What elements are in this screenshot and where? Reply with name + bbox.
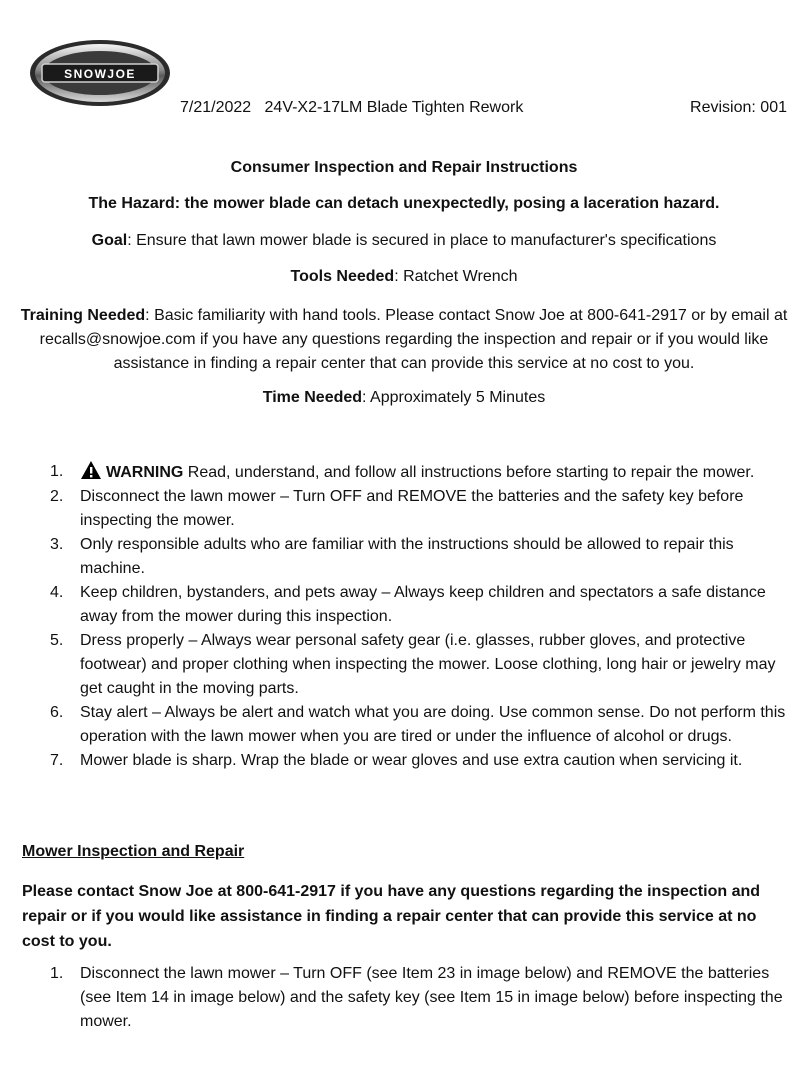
list-item: 4. Keep children, bystanders, and pets away – Always keep children and spectators a safe distance away from the mower during this inspection. xyxy=(50,584,766,625)
section-title: Mower Inspection and Repair xyxy=(22,843,245,860)
repair-steps-list xyxy=(0,962,808,1034)
list-item: 3. Only responsible adults who are familiar with the instructions should be allowed to repair this machine. xyxy=(50,536,734,577)
document-title: Consumer Inspection and Repair Instructions xyxy=(230,159,578,176)
snowjoe-logo xyxy=(28,38,172,108)
goal-line: Goal: Ensure that lawn mower blade is secured in place to manufacturer's specifications xyxy=(91,232,717,249)
warning-triangle-icon xyxy=(80,460,102,480)
list-item: 1. Disconnect the lawn mower – Turn OFF (see Item 23 in image below) and REMOVE the batteries (see Item 14 in image below) and the safety key (see Item 15 in image below) before inspecting the mower. xyxy=(50,965,783,1030)
header-revision: Revision: 001 xyxy=(690,99,787,116)
tools-line: Tools Needed: Ratchet Wrench xyxy=(290,268,518,285)
safety-list xyxy=(0,460,808,773)
list-item: 1. WARNING Read, understand, and follow all instructions before starting to repair the mower. xyxy=(0,460,808,485)
training-paragraph: Training Needed: Basic familiarity with hand tools. Please contact Snow Joe at 800-641-2917 or by email at recalls@snowjoe.com if you have any questions regarding the inspection and repair or if you would like assistance in finding a repair center that can provide this service at no cost to you. xyxy=(20,307,788,372)
logo-text: SNOWJOE xyxy=(64,67,136,81)
contact-paragraph: Please contact Snow Joe at 800-641-2917 if you have any questions regarding the inspection and repair or if you would like assistance in finding a repair center that can provide this service at no cost to you. xyxy=(22,883,761,950)
header-date-title: 7/21/2022 24V-X2-17LM Blade Tighten Rework xyxy=(180,99,524,116)
list-item: 6. Stay alert – Always be alert and watch what you are doing. Use common sense. Do not perform this operation with the lawn mower when you are tired or under the influence of alcohol or drugs. xyxy=(50,704,786,745)
hazard-statement: The Hazard: the mower blade can detach unexpectedly, posing a laceration hazard. xyxy=(88,195,720,212)
list-item: 7. Mower blade is sharp. Wrap the blade or wear gloves and use extra caution when servicing it. xyxy=(50,752,743,769)
list-item: 2. Disconnect the lawn mower – Turn OFF and REMOVE the batteries and the safety key before inspecting the mower. xyxy=(50,488,744,529)
list-item: 5. Dress properly – Always wear personal safety gear (i.e. glasses, rubber gloves, and protective footwear) and proper clothing when inspecting the mower. Loose clothing, long hair or jewelry may get caught in the moving parts. xyxy=(50,632,776,697)
time-line: Time Needed: Approximately 5 Minutes xyxy=(262,389,546,406)
